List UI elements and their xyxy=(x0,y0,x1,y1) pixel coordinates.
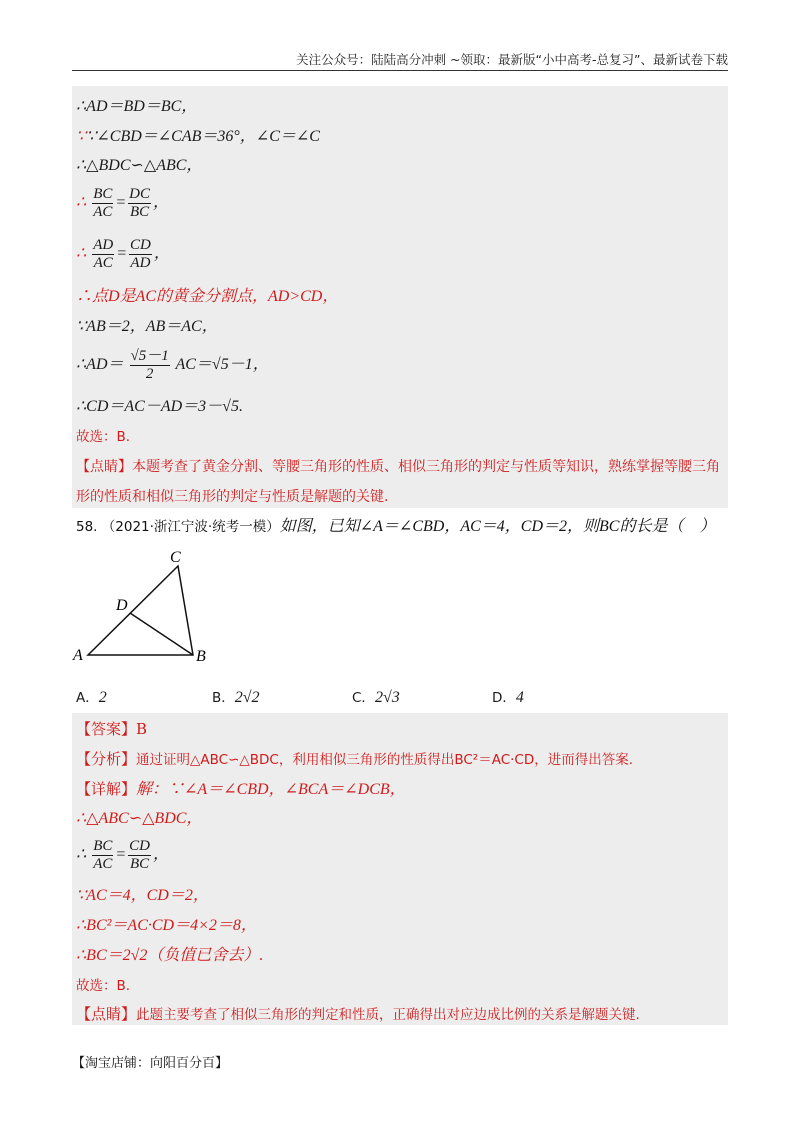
option-value: 2√3 xyxy=(374,689,400,706)
detail-line-4: ∵AC＝4，CD＝2， xyxy=(76,887,209,904)
fraction-denominator: AC xyxy=(93,856,113,872)
note-tag: 【点睛】 xyxy=(76,459,132,475)
solution-line-8 xyxy=(76,348,269,383)
solution-line-7: ∵AB＝2，AB＝AC， xyxy=(76,318,218,335)
therefore-symbol: ∴ xyxy=(76,846,87,864)
option-d[interactable] xyxy=(492,686,524,707)
solution-line-10: 故选：B. xyxy=(76,429,131,445)
option-value: 2 xyxy=(98,689,107,706)
fraction xyxy=(128,838,151,873)
option-label: B． xyxy=(212,690,235,706)
detail-line-5: ∴BC²＝AC·CD＝4×2＝8， xyxy=(76,917,257,934)
detail-line-1 xyxy=(76,778,406,801)
answer-tag: 【答案】 xyxy=(76,720,137,738)
note-line-58 xyxy=(76,1003,640,1026)
triangle-abc xyxy=(88,566,193,655)
fraction xyxy=(129,237,152,272)
solution-line-9: ∴CD＝AC－AD＝3－√5. xyxy=(76,398,243,415)
fraction xyxy=(92,838,113,873)
solution-line-3: ∴△BDC∽△ABC， xyxy=(76,157,203,174)
solution-line-2 xyxy=(76,126,320,148)
solution-line-4: ∴ $\frac{BC}{AC}$ = $\frac{DC}{BC}$ ， xyxy=(76,186,170,220)
analysis-text: 通过证明△ABC∽△BDC，利用相似三角形的性质得出BC²＝AC·CD，进而得出答案. xyxy=(136,752,634,768)
therefore-symbol: ∴ xyxy=(76,245,87,263)
question-source: （2021·浙江宁波·统考一模） xyxy=(101,519,280,535)
option-b[interactable] xyxy=(212,686,260,707)
fraction xyxy=(92,186,113,221)
therefore-symbol: ∴ xyxy=(76,194,87,212)
option-value: 2√2 xyxy=(234,689,260,706)
fraction-denominator: 2 xyxy=(145,366,154,382)
fraction-numerator: √5－1 xyxy=(130,348,169,364)
answer-line xyxy=(76,718,147,740)
fraction xyxy=(128,186,151,221)
analysis-tag: 【分析】 xyxy=(76,750,137,768)
fraction-numerator: AD xyxy=(93,237,114,253)
question-number: 58. xyxy=(76,519,98,535)
fraction-numerator: BC xyxy=(93,838,113,854)
solution-line-8-prefix: ∴AD＝ xyxy=(76,356,124,374)
solution-line-2-text: ∵∠CBD＝∠CAB＝36°，∠C＝∠C xyxy=(86,128,320,145)
triangle-figure xyxy=(66,542,226,672)
solution-line-8-suffix: AC＝√5－1， xyxy=(175,356,269,374)
label-a: A xyxy=(73,647,83,664)
fraction-numerator: DC xyxy=(129,186,150,202)
because-symbol: ∵ xyxy=(76,128,87,145)
question-58 xyxy=(76,516,715,538)
detail-text: 解：∵∠A＝∠CBD，∠BCA＝∠DCB， xyxy=(136,781,406,798)
detail-line-3: ∴ $\frac{BC}{AC}$ = $\frac{CD}{BC}$ ， xyxy=(76,838,170,872)
note-text: 此题主要考查了相似三角形的判定和性质，正确得出对应边成比例的关系是解题关键. xyxy=(136,1007,640,1023)
fraction xyxy=(92,237,114,272)
option-a[interactable] xyxy=(76,686,107,707)
page-footer: 【淘宝店铺：向阳百分百】 xyxy=(72,1056,229,1071)
detail-line-2: ∴△ABC∽△BDC， xyxy=(76,810,203,827)
label-c: C xyxy=(170,549,181,566)
option-label: A． xyxy=(76,690,99,706)
fraction-numerator: CD xyxy=(129,838,150,854)
detail-tag: 【详解】 xyxy=(76,780,137,798)
note-text: 本题考查了黄金分割、等腰三角形的性质、相似三角形的判定与性质等知识，熟练掌握等腰三角形的性质和相似三角形的判定与性质是解题的关键. xyxy=(76,459,720,505)
option-value: 4 xyxy=(515,689,524,706)
note-tag: 【点睛】 xyxy=(76,1005,137,1023)
fraction-denominator: BC xyxy=(129,204,150,220)
segment-bd xyxy=(130,613,193,655)
answer-value: B xyxy=(136,720,148,738)
label-b: B xyxy=(196,648,206,665)
fraction xyxy=(130,348,170,383)
detail-line-6: ∴BC＝2√2（负值已舍去）. xyxy=(76,947,264,964)
option-label: C． xyxy=(352,690,375,706)
solution-line-1: ∴AD＝BD＝BC， xyxy=(76,98,198,115)
question-text: 如图，已知∠A＝∠CBD，AC＝4，CD＝2，则BC的长是（ ） xyxy=(279,518,716,535)
option-c[interactable] xyxy=(352,686,400,707)
page-header: 关注公众号：陆陆高分冲刺 ~领取：最新版“小中高考-总复习”、最新试卷下载 xyxy=(72,52,728,71)
fraction-denominator: AC xyxy=(93,255,113,271)
option-label: D． xyxy=(492,690,516,706)
note-block-top xyxy=(76,452,724,512)
fraction-denominator: BC xyxy=(129,856,150,872)
label-d: D xyxy=(116,597,128,614)
solution-line-5: ∴ $\frac{AD}{AC}$ = $\frac{CD}{AD}$ ， xyxy=(76,237,170,271)
fraction-numerator: CD xyxy=(129,237,151,253)
fraction-denominator: AD xyxy=(130,255,151,271)
detail-line-7: 故选：B. xyxy=(76,978,131,994)
fraction-numerator: BC xyxy=(93,186,113,202)
solution-line-6: ∴点D是AC的黄金分割点，AD>CD， xyxy=(76,288,339,305)
fraction-denominator: AC xyxy=(93,204,113,220)
analysis-line xyxy=(76,748,633,771)
